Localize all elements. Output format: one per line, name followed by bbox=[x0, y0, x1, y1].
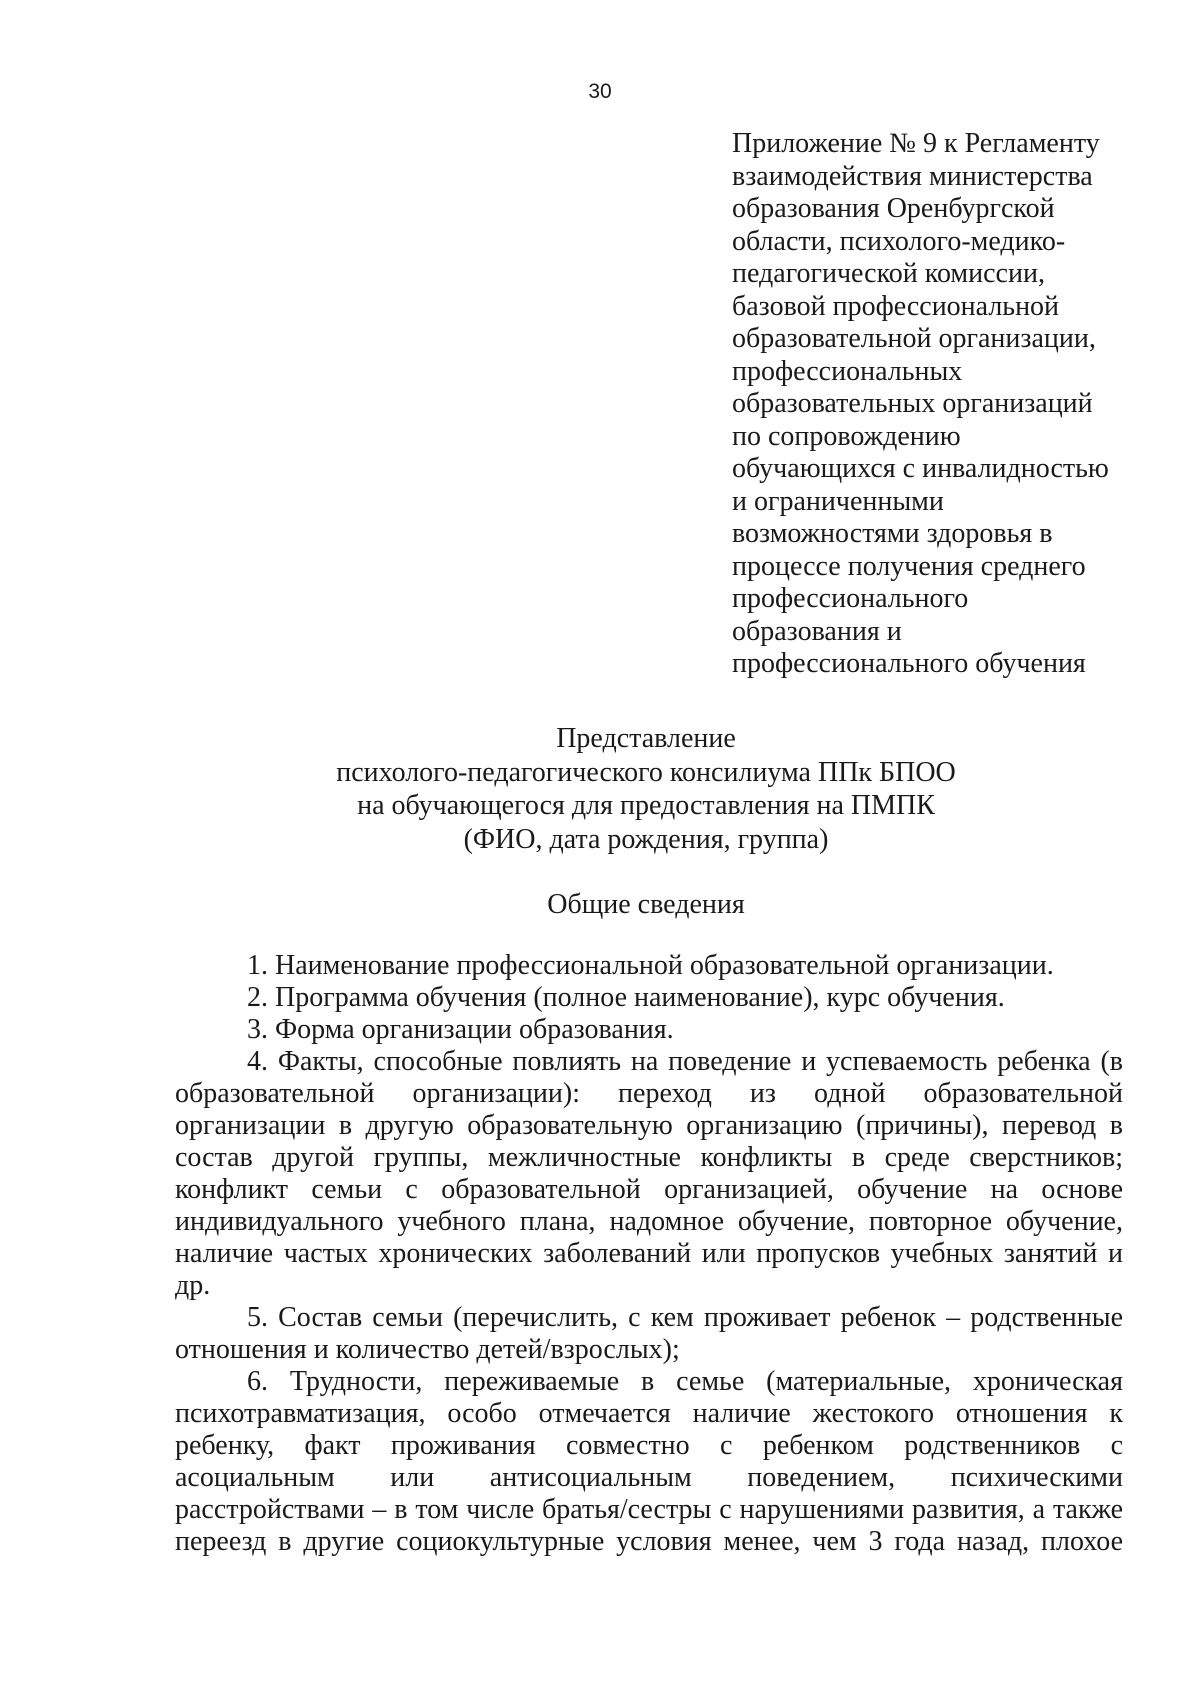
list-item-2: 2. Программа обучения (полное наименование), курс обучения. bbox=[247, 982, 1005, 1013]
title-line: Представление bbox=[556, 723, 736, 754]
section-heading: Общие сведения bbox=[547, 889, 745, 920]
paragraph-line: асоциальным или антисоциальным поведением, психическими bbox=[175, 1462, 1123, 1493]
appendix-line: Приложение № 9 к Регламенту bbox=[732, 128, 1100, 159]
paragraph-line: психотравматизация, особо отмечается наличие жестокого отношения к bbox=[175, 1398, 1123, 1429]
appendix-line: взаимодействия министерства bbox=[732, 160, 1093, 192]
paragraph-line: 4. Факты, способные повлиять на поведение и успеваемость ребенка (в bbox=[247, 1046, 1123, 1077]
appendix-line: педагогической комиссии, bbox=[732, 258, 1045, 289]
appendix-line: и ограниченными bbox=[732, 485, 944, 517]
paragraph-line: отношения и количество детей/взрослых); bbox=[175, 1334, 680, 1365]
paragraph-line: конфликт семьи с образовательной организацией, обучение на основе bbox=[175, 1174, 1123, 1205]
paragraph-line: переезд в другие социокультурные условия менее, чем 3 года назад, плохое bbox=[175, 1526, 1123, 1557]
appendix-line: базовой профессиональной bbox=[732, 290, 1060, 322]
body-text bbox=[175, 950, 1123, 1558]
paragraph-line: наличие частых хронических заболеваний или пропусков учебных занятий и bbox=[175, 1238, 1123, 1269]
list-item-1: 1. Наименование профессиональной образовательной организации. bbox=[247, 950, 1054, 981]
paragraph-line: 5. Состав семьи (перечислить, с кем проживает ребенок – родственные bbox=[247, 1302, 1123, 1333]
appendix-line: образования Оренбургской bbox=[732, 193, 1055, 224]
appendix-line: профессионального обучения bbox=[732, 648, 1086, 679]
paragraph-line: ребенку, факт проживания совместно с ребенком родственников с bbox=[175, 1430, 1123, 1461]
appendix-line: процессе получения среднего bbox=[732, 550, 1086, 582]
list-item-6 bbox=[175, 1366, 1123, 1558]
appendix-line: профессиональных bbox=[732, 355, 963, 387]
paragraph-line: индивидуального учебного плана, надомное обучение, повторное обучение, bbox=[175, 1206, 1123, 1237]
appendix-line: обучающихся с инвалидностью bbox=[732, 453, 1109, 484]
paragraph-line: образовательной организации): переход из одной образовательной bbox=[175, 1078, 1123, 1109]
paragraph-line: организации в другую образовательную организацию (причины), перевод в bbox=[175, 1110, 1123, 1141]
appendix-line: профессионального bbox=[732, 583, 969, 614]
paragraph-line: расстройствами – в том числе братья/сестры с нарушениями развития, а также bbox=[175, 1494, 1123, 1525]
appendix-reference bbox=[732, 128, 1172, 681]
appendix-line: образовательных организаций bbox=[732, 388, 1093, 419]
appendix-line: по сопровождению bbox=[732, 420, 961, 452]
appendix-line: образовательной организации, bbox=[732, 323, 1096, 354]
list-item-4 bbox=[175, 1046, 1123, 1302]
paragraph-line: др. bbox=[175, 1270, 211, 1301]
paragraph-line: состав другой группы, межличностные конфликты в среде сверстников; bbox=[175, 1142, 1123, 1173]
title-line: психолого-педагогического консилиума ППк БПОО bbox=[336, 756, 956, 788]
list-item-5 bbox=[175, 1302, 1123, 1366]
title-line: (ФИО, дата рождения, группа) bbox=[463, 823, 829, 855]
appendix-line: области, психолого-медико- bbox=[732, 225, 1066, 257]
list-item-3: 3. Форма организации образования. bbox=[247, 1014, 674, 1045]
title-line: на обучающегося для предоставления на ПМПК bbox=[357, 790, 935, 821]
page-number: 30 bbox=[588, 80, 612, 103]
document-title bbox=[0, 722, 1200, 856]
appendix-line: образования и bbox=[732, 615, 902, 647]
paragraph-line: 6. Трудности, переживаемые в семье (материальные, хроническая bbox=[247, 1366, 1123, 1397]
appendix-line: возможностями здоровья в bbox=[732, 518, 1053, 549]
